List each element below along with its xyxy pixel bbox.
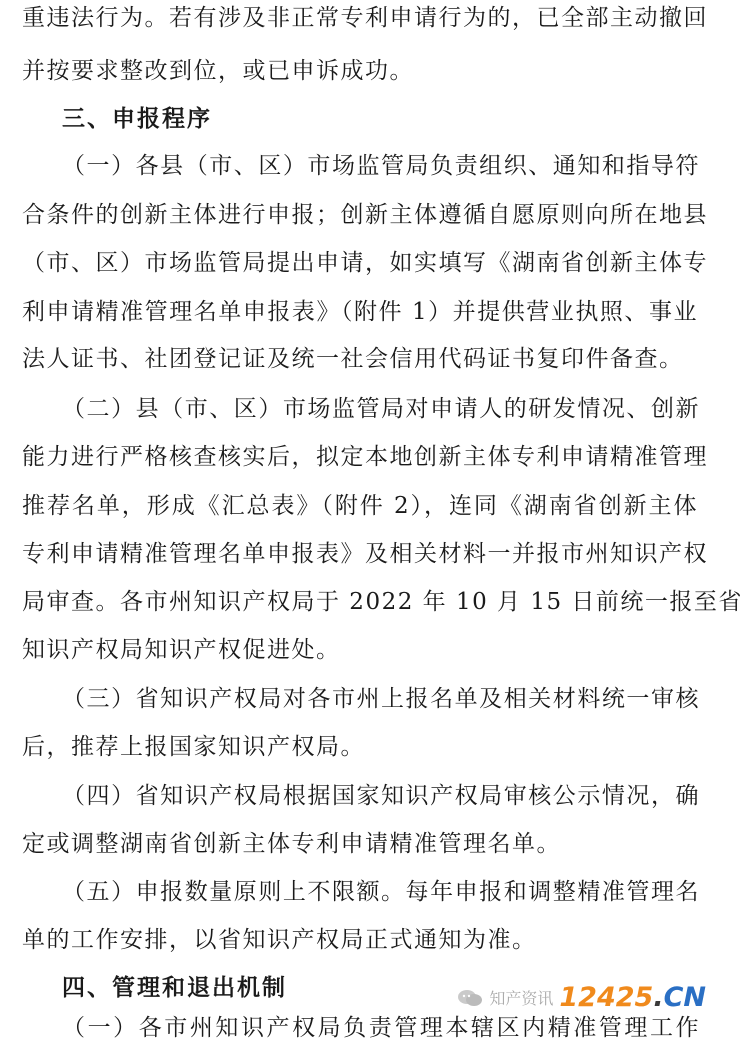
body-line: 专利申请精准管理名单申报表》及相关材料一并报市州知识产权 (22, 541, 708, 567)
body-line: （四）省知识产权局根据国家知识产权局审核公示情况，确 (62, 783, 700, 809)
logo-number: 12425 (559, 982, 654, 1013)
body-line: 定或调整湖南省创新主体专利申请精准管理名单。 (22, 831, 561, 857)
logo-dot: . (653, 982, 664, 1013)
watermark (457, 982, 706, 1013)
section-heading: 四、管理和退出机制 (62, 975, 287, 1001)
logo-suffix: CN (663, 982, 706, 1013)
body-line: 局审查。各市州知识产权局于 2022 年 10 月 15 日前统一报至省 (22, 589, 743, 615)
body-line: 重违法行为。若有涉及非正常专利申请行为的，已全部主动撤回 (22, 5, 708, 31)
body-line: 法人证书、社团登记证及统一社会信用代码证书复印件备查。 (22, 346, 684, 372)
body-line: 并按要求整改到位，或已申诉成功。 (22, 58, 414, 84)
watermark-account: 知产资讯 (489, 989, 554, 1008)
body-line: 推荐名单，形成《汇总表》（附件 2），连同《湖南省创新主体 (22, 493, 698, 519)
body-line: （三）省知识产权局对各市州上报名单及相关材料统一审核 (62, 686, 700, 712)
body-line: （市、区）市场监管局提出申请，如实填写《湖南省创新主体专 (22, 250, 708, 276)
body-line: （一）各县（市、区）市场监管局负责组织、通知和指导符 (62, 153, 700, 179)
body-line: 能力进行严格核查核实后，拟定本地创新主体专利申请精准管理 (22, 444, 708, 470)
body-line: （二）县（市、区）市场监管局对申请人的研发情况、创新 (62, 396, 700, 422)
body-line: 单的工作安排，以省知识产权局正式通知为准。 (22, 927, 537, 953)
body-line: 利申请精准管理名单申报表》（附件 1）并提供营业执照、事业 (22, 299, 698, 325)
body-line: 合条件的创新主体进行申报；创新主体遵循自愿原则向所在地县 (22, 202, 708, 228)
body-line: 后，推荐上报国家知识产权局。 (22, 734, 365, 760)
section-heading: 三、申报程序 (62, 106, 212, 132)
body-line: （五）申报数量原则上不限额。每年申报和调整精准管理名 (62, 879, 700, 905)
site-logo (559, 982, 706, 1013)
body-line: 知识产权局知识产权促进处。 (22, 637, 341, 663)
wechat-icon (457, 988, 483, 1008)
body-line-cut-off: （一）各市州知识产权局负责管理本辖区内精准管理工作 (62, 1015, 700, 1041)
